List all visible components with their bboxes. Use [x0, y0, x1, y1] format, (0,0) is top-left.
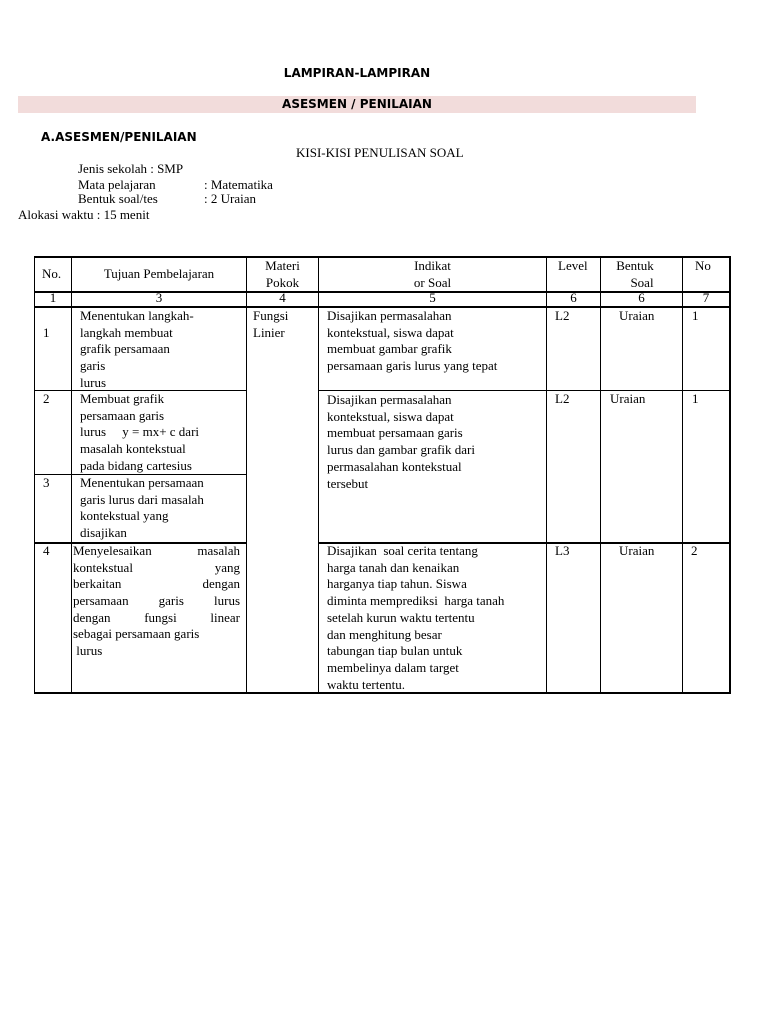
word: garis	[158, 593, 184, 609]
header-bentuk-2: Soal	[630, 275, 654, 290]
info-mata-pelajaran-value: : Matematika	[204, 177, 273, 192]
tujuan-line: Membuat grafik	[80, 391, 165, 406]
tujuan-line	[73, 593, 240, 610]
word: fungsi	[144, 609, 177, 625]
info-mata-pelajaran-label: Mata pelajaran	[78, 177, 156, 192]
header-indikator-2: or Soal	[413, 275, 452, 290]
row1-tujuan	[80, 308, 194, 392]
word: linear	[210, 609, 240, 625]
header-materi-2: Pokok	[265, 275, 300, 290]
word: dengan	[202, 576, 240, 592]
row2-indikator	[327, 392, 475, 492]
indikator-line: setelah kurun waktu tertentu	[327, 609, 475, 625]
header-level: Level	[558, 258, 588, 273]
tujuan-line: lurus	[80, 374, 106, 390]
tujuan-line: sebagai persamaan garis	[73, 626, 200, 642]
indikator-line: permasalahan kontekstual	[327, 458, 462, 474]
info-bentuk-soal-label: Bentuk soal/tes	[78, 191, 158, 206]
row4-indikator	[327, 543, 504, 693]
word: yang	[214, 559, 240, 575]
tujuan-line: Menentukan persamaan	[80, 475, 204, 490]
tujuan-line: grafik persamaan	[80, 341, 170, 357]
indikator-line: dan menghitung besar	[327, 626, 442, 642]
colnum-7: 7	[702, 290, 710, 305]
indikator-line: diminta memprediksi harga tanah	[327, 593, 505, 609]
table-vline-2	[246, 256, 247, 694]
tujuan-line: lurus	[73, 643, 103, 659]
section-banner	[18, 96, 696, 113]
word: Menyelesaikan	[73, 543, 152, 558]
word: dengan	[73, 609, 111, 625]
row1-level: L2	[555, 308, 570, 323]
table-border-left	[34, 256, 35, 694]
materi-pokok	[253, 308, 288, 341]
info-jenis-sekolah: Jenis sekolah : SMP	[78, 161, 184, 176]
word: kontekstual	[73, 559, 133, 575]
row1-no-soal: 1	[692, 308, 699, 323]
colnum-1: 1	[49, 290, 57, 305]
tujuan-line	[73, 576, 240, 593]
indikator-line: waktu tertentu.	[327, 676, 405, 692]
header-no-soal: No	[695, 258, 711, 273]
row4-no-soal: 2	[691, 543, 698, 558]
tujuan-line	[73, 610, 240, 627]
indikator-line: Disajikan permasalahan	[327, 392, 452, 407]
row3-tujuan	[80, 475, 204, 542]
indikator-line: kontekstual, siswa dapat	[327, 408, 454, 424]
header-tujuan: Tujuan Pembelajaran	[103, 266, 215, 281]
tujuan-line: langkah membuat	[80, 324, 173, 340]
indikator-line: harganya tiap tahun. Siswa	[327, 576, 467, 592]
row4-bentuk: Uraian	[619, 543, 655, 558]
row1-indikator	[327, 308, 497, 375]
banner-text: ASESMEN / PENILAIAN	[282, 97, 432, 111]
kisi-title: KISI-KISI PENULISAN SOAL	[296, 145, 464, 160]
row2-tujuan	[80, 391, 199, 475]
table-line-row1-right	[319, 390, 731, 391]
colnum-3: 3	[155, 290, 163, 305]
indikator-line: Disajikan soal cerita tentang	[327, 543, 478, 558]
row1-bentuk: Uraian	[619, 308, 655, 323]
table-border-right	[729, 256, 731, 694]
tujuan-line: kontekstual yang	[80, 508, 169, 524]
indikator-line: tabungan tiap bulan untuk	[327, 643, 463, 659]
row1-no: 1	[43, 325, 50, 340]
row2-bentuk: Uraian	[610, 391, 646, 406]
tujuan-line: garis lurus dari masalah	[80, 491, 204, 507]
header-no: No.	[42, 266, 62, 281]
section-heading: A.ASESMEN/PENILAIAN	[41, 130, 197, 144]
materi-line: Fungsi	[253, 308, 289, 323]
table-vline-5	[600, 256, 601, 694]
header-bentuk-1: Bentuk	[616, 258, 654, 273]
tujuan-line	[73, 543, 240, 560]
materi-line: Linier	[253, 324, 285, 340]
tujuan-line: masalah kontekstual	[80, 441, 186, 457]
table-vline-6	[682, 256, 683, 694]
table-vline-1	[71, 256, 72, 694]
header-indikator-1: Indikat	[414, 258, 451, 273]
colnum-6-level: 6	[570, 290, 577, 305]
header-materi-1: Materi	[265, 258, 300, 273]
table-vline-4	[546, 256, 547, 694]
colnum-6-bentuk: 6	[638, 290, 645, 305]
row2-no-soal: 1	[692, 391, 699, 406]
indikator-line: persamaan garis lurus yang tepat	[327, 358, 498, 374]
row2-no: 2	[43, 391, 50, 406]
indikator-line: membuat persamaan garis	[327, 425, 463, 441]
tujuan-line: lurus y = mx+ c dari	[80, 424, 200, 440]
colnum-5: 5	[429, 290, 436, 305]
tujuan-line: disajikan	[80, 525, 127, 541]
info-bentuk-soal-value: : 2 Uraian	[204, 191, 256, 206]
row4-no: 4	[43, 543, 50, 558]
word: berkaitan	[73, 576, 122, 592]
row3-no: 3	[43, 475, 50, 490]
indikator-line: membelinya dalam target	[327, 659, 459, 675]
indikator-line: Disajikan permasalahan	[327, 308, 452, 323]
tujuan-line: garis	[80, 358, 106, 374]
table-vline-3	[318, 256, 319, 694]
row4-level: L3	[555, 543, 570, 558]
colnum-4: 4	[279, 290, 286, 305]
tujuan-line: Menentukan langkah-	[80, 308, 194, 323]
indikator-line: tersebut	[327, 475, 369, 491]
info-alokasi-waktu: Alokasi waktu : 15 menit	[18, 207, 150, 222]
indikator-line: kontekstual, siswa dapat	[327, 324, 454, 340]
indikator-line: membuat gambar grafik	[327, 341, 452, 357]
row2-level: L2	[555, 391, 570, 406]
indikator-line: lurus dan gambar grafik dari	[327, 442, 476, 458]
document-title: LAMPIRAN-LAMPIRAN	[283, 66, 431, 80]
row4-tujuan	[73, 543, 240, 660]
word: persamaan	[73, 593, 129, 609]
tujuan-line: persamaan garis	[80, 407, 165, 423]
word: lurus	[214, 593, 240, 609]
tujuan-line: pada bidang cartesius	[80, 457, 192, 473]
word: masalah	[197, 543, 240, 558]
indikator-line: harga tanah dan kenaikan	[327, 559, 460, 575]
tujuan-line	[73, 560, 240, 577]
